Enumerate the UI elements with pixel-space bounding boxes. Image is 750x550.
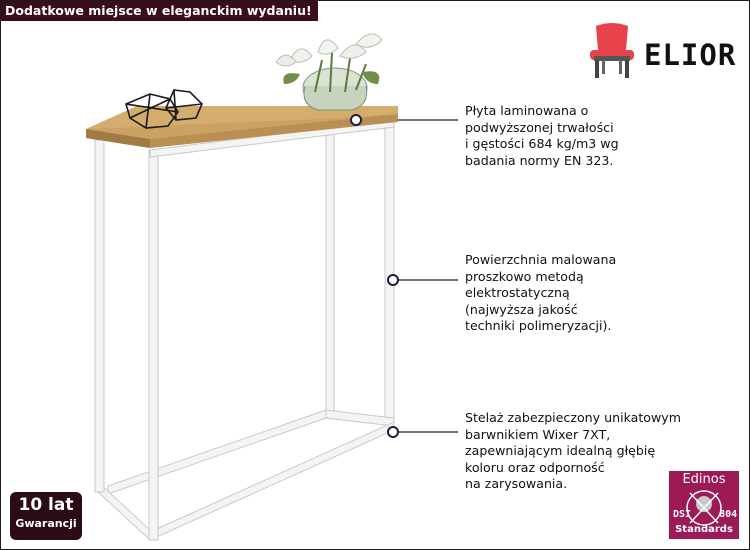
guarantee-years: 10 lat	[18, 495, 74, 515]
chair-icon	[580, 20, 644, 80]
feature-line: Płyta laminowana o	[465, 103, 589, 118]
feature-line: proszkowo metodą	[465, 268, 584, 284]
certificate-badge	[669, 471, 739, 539]
feature-line: koloru oraz odporność	[465, 459, 605, 475]
feature-powder-coating	[465, 252, 745, 335]
feature-line: (najwyższa jakość	[465, 301, 578, 317]
callout-lines	[356, 120, 458, 432]
certificate-code-left: DSI	[673, 509, 692, 520]
feature-line: Powierzchnia malowana	[465, 252, 617, 267]
feature-line: elektrostatyczną	[465, 285, 570, 300]
certificate-name: Edinos	[682, 472, 726, 487]
feature-line: barwnikiem Wixer 7XT,	[465, 426, 611, 442]
feature-line: badania normy EN 323.	[465, 152, 614, 168]
feature-line: i gęstości 684 kg/m3 wg	[465, 136, 619, 151]
certificate-standard: Standards	[675, 524, 733, 535]
certificate-code	[673, 509, 737, 520]
feature-line: podwyższonej trwałości	[465, 119, 614, 135]
flower-vase	[276, 34, 382, 110]
feature-line: zapewniającym idealną głębię	[465, 443, 656, 458]
table-frame	[95, 120, 394, 540]
feature-line: Stelaż zabezpieczony unikatowym	[465, 410, 682, 425]
feature-line: techniki polimeryzacji).	[465, 318, 612, 333]
guarantee-badge	[10, 492, 82, 540]
certificate-code-right: 804	[719, 509, 738, 520]
headline-banner: Dodatkowe miejsce w eleganckim wydaniu!	[1, 1, 318, 21]
feature-laminate	[465, 103, 745, 169]
feature-line: na zarysowania.	[465, 476, 568, 491]
guarantee-label: Gwarancji	[15, 517, 77, 530]
brand-logo	[580, 20, 740, 80]
brand-name: ELIOR	[644, 38, 737, 72]
